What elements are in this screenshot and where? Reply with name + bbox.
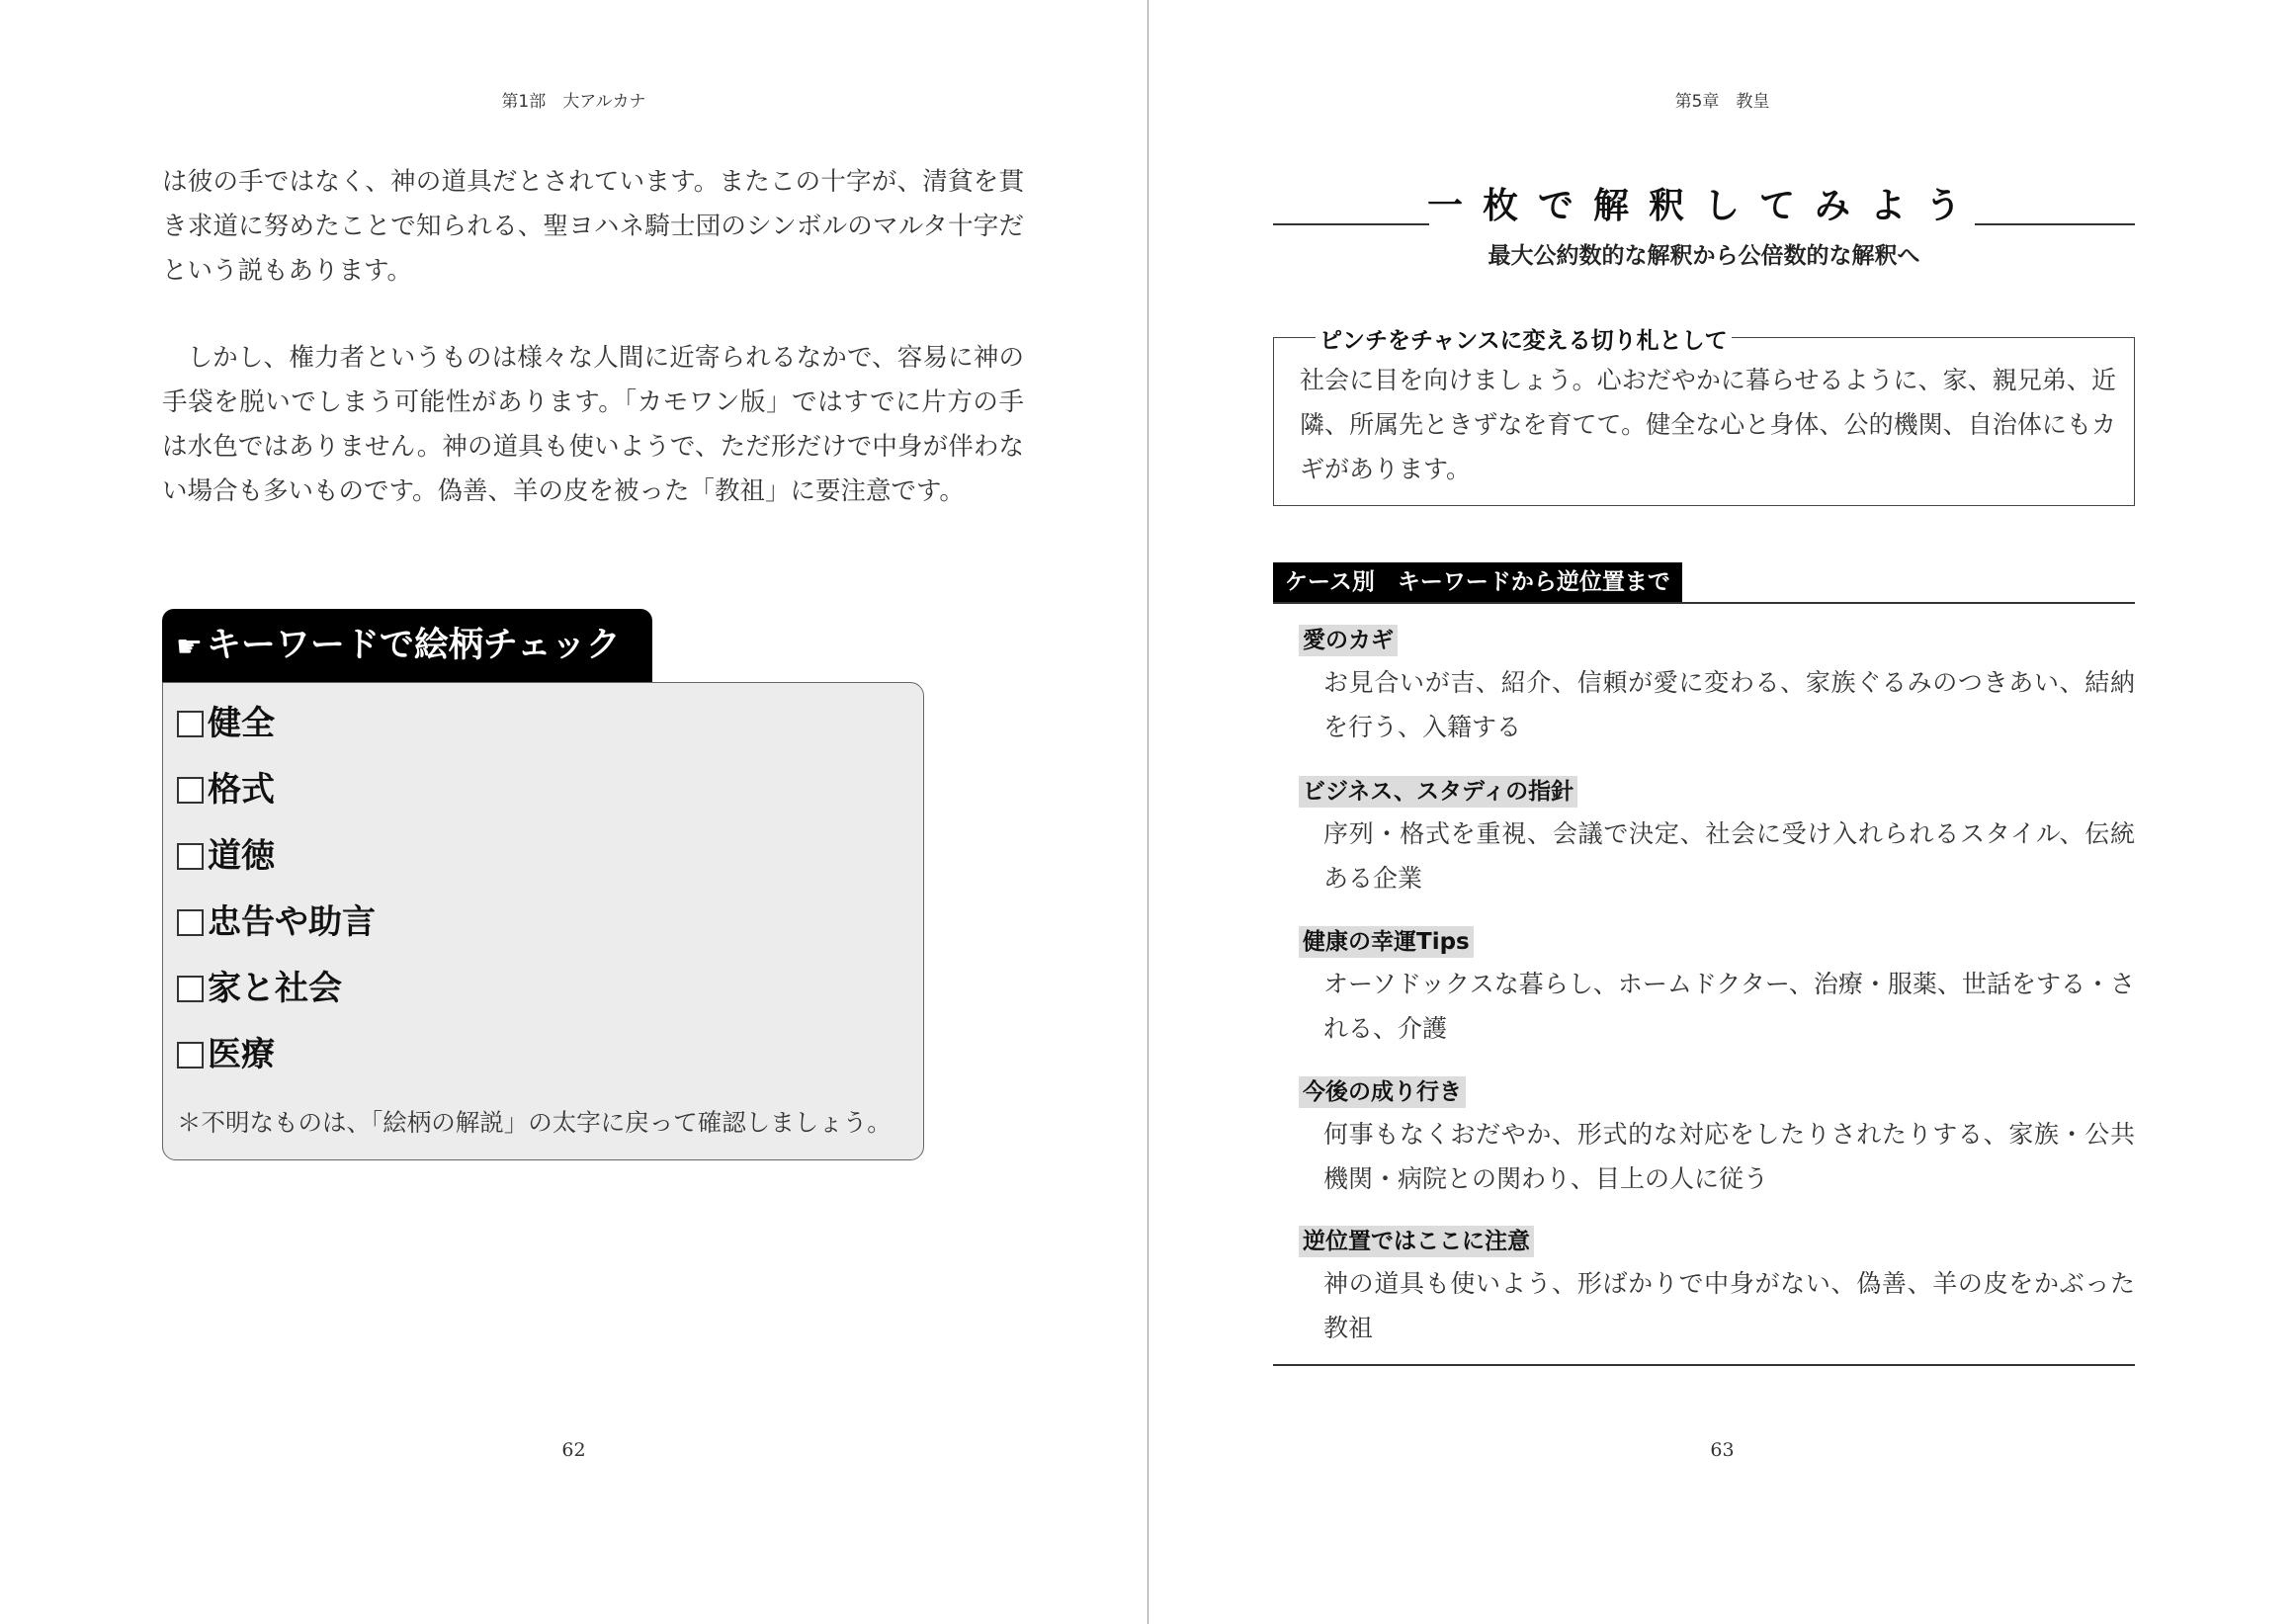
keyword-box: [162, 682, 924, 1160]
checkbox-icon[interactable]: [177, 976, 204, 1002]
case-label: 今後の成り行き: [1299, 1076, 1466, 1108]
keyword-label: 格式: [208, 770, 275, 810]
case-label: ビジネス、スタディの指針: [1299, 776, 1577, 808]
checkbox-icon[interactable]: [177, 711, 204, 737]
case-reversed: [1299, 1226, 2135, 1350]
case-future: [1299, 1076, 2135, 1201]
keyword-label: 医療: [208, 1035, 275, 1074]
page-number-right: 63: [1710, 1439, 1735, 1461]
case-label: 逆位置ではここに注意: [1299, 1226, 1534, 1257]
keyword-label: 家と社会: [208, 969, 342, 1008]
section-title: 一枚で解釈してみよう: [1426, 185, 1981, 226]
keyword-item[interactable]: [177, 823, 376, 890]
keyword-label: 道徳: [208, 836, 275, 876]
right-page: [1148, 0, 2296, 1624]
checkbox-icon[interactable]: [177, 1042, 204, 1068]
case-business: [1299, 776, 2135, 900]
case-text: 序列・格式を重視、会議で決定、社会に受け入れられるスタイル、伝統ある企業: [1323, 819, 2135, 893]
pointing-hand-icon: ☛: [176, 630, 203, 664]
keyword-note: ＊不明なものは、「絵柄の解説」の太字に戻って確認しましょう。: [177, 1108, 892, 1137]
case-rule-top: [1273, 602, 2135, 604]
case-header: ケース別 キーワードから逆位置まで: [1273, 562, 1682, 602]
checkbox-icon[interactable]: [177, 909, 204, 936]
section-subtitle: 最大公約数的な解釈から公倍数的な解釈へ: [1488, 242, 1920, 269]
page-number-left: 62: [561, 1439, 586, 1461]
pinch-label: ピンチをチャンスに変える切り札として: [1316, 322, 1732, 355]
pinch-box: [1273, 328, 2135, 506]
case-text: お見合いが吉、紹介、信頼が愛に変わる、家族ぐるみのつきあい、結納を行う、入籍する: [1323, 668, 2135, 741]
running-head-right: 第5章 教皇: [1674, 92, 1770, 112]
keyword-item[interactable]: [177, 757, 376, 823]
checkbox-icon[interactable]: [177, 843, 204, 870]
case-text: 神の道具も使いよう、形ばかりで中身がない、偽善、羊の皮をかぶった教祖: [1323, 1269, 2135, 1342]
keyword-box-header: [162, 609, 652, 682]
case-text: オーソドックスな暮らし、ホームドクター、治療・服薬、世話をする・される、介護: [1323, 970, 2135, 1043]
keyword-item[interactable]: [177, 956, 376, 1022]
case-rule-bottom: [1273, 1364, 2135, 1366]
case-text: 何事もなくおだやか、形式的な対応をしたりされたりする、家族・公共機関・病院との関わり、目上の人に従う: [1323, 1120, 2135, 1193]
body-paragraph-2: しかし、権力者というものは様々な人間に近寄られるなかで、容易に神の手袋を脱いでしまう可能性があります。「カモワン版」ではすでに片方の手は水色ではありません。神の道具も使いようで、ただ形だけで中身が伴わない場合も多いものです。偽善、羊の皮を被った「教祖」に要注意です。: [162, 343, 1024, 506]
body-paragraph-1: は彼の手ではなく、神の道具だとされています。またこの十字が、清貧を貫き求道に努めたことで知られる、聖ヨハネ騎士団のシンボルのマルタ十字だという説もあります。: [162, 167, 1024, 286]
case-label: 健康の幸運Tips: [1299, 926, 1474, 958]
keyword-item[interactable]: [177, 691, 376, 757]
checkbox-icon[interactable]: [177, 777, 204, 804]
keyword-label: 忠告や助言: [208, 902, 376, 942]
keyword-label: 健全: [208, 704, 275, 743]
section-title-block: [1273, 178, 2135, 277]
pinch-text: 社会に目を向けましょう。心おだやかに暮らせるように、家、親兄弟、近隣、所属先ときずなを育てて。健全な心と身体、公的機関、自治体にもカギがあります。: [1300, 366, 2116, 483]
keyword-list: [177, 691, 376, 1088]
keyword-item[interactable]: [177, 1022, 376, 1088]
case-love: [1299, 625, 2135, 749]
case-label: 愛のカギ: [1299, 625, 1398, 656]
keyword-box-title: キーワードで絵柄チェック: [206, 626, 621, 665]
running-head-left: 第1部 大アルカナ: [501, 92, 646, 112]
case-health: [1299, 926, 2135, 1051]
keyword-item[interactable]: [177, 890, 376, 956]
